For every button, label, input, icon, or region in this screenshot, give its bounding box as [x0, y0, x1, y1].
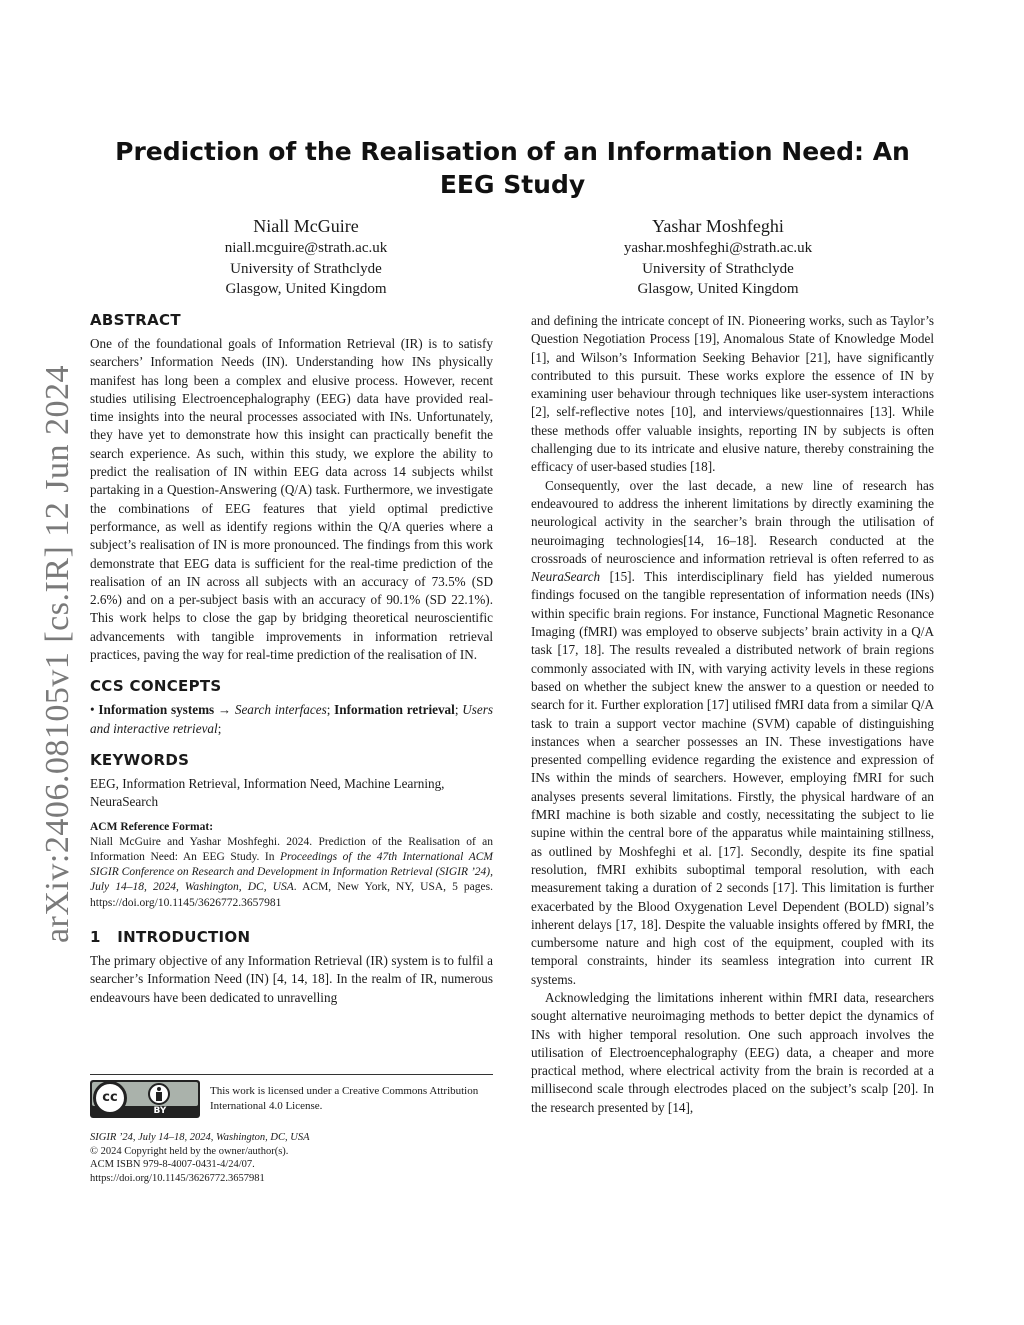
abstract-heading: ABSTRACT [90, 311, 181, 329]
intro-heading: 1 INTRODUCTION [90, 928, 251, 947]
intro-paragraph-1: The primary objective of any Information Retrieval (IR) system is to fulfil a searcher’s Information Need (IN) [4, 14, 18]. In the realm of IR, numerous endeavours have been dedicated to unravelling [90, 953, 493, 1005]
footnote-copyright: © 2024 Copyright held by the owner/author(s). [90, 1145, 289, 1157]
paper-title: Prediction of the Realisation of an Information Need: An EEG Study [115, 137, 910, 199]
cc-icon: cc [93, 1081, 127, 1115]
license-text: This work is licensed under a Creative Commons Attribution International 4.0 License. [210, 1085, 479, 1112]
ccs-concepts: • Information systems → Search interfaces; Information retrieval; Users and interactive retrieval; [90, 702, 493, 736]
footnote-doi[interactable]: https://doi.org/10.1145/3626772.3657981 [90, 1172, 265, 1184]
author-name: Yashar Moshfeghi [652, 216, 784, 236]
cc-by-license-icon[interactable] [90, 1080, 200, 1118]
author-location: Glasgow, United Kingdom [225, 281, 387, 297]
author-block-2 [508, 216, 928, 300]
acm-format-text: Niall McGuire and Yashar Moshfeghi. 2024. Prediction of the Realisation of an Information Need: An EEG Study. In Proceedings of the 47th International ACM SIGIR Conference on Research and Development in Information Retrieval (SIGIR ’24), July 14–18, 2024, Washington, DC, USA. ACM, New York, NY, USA, 5 pages. https://doi.org/10.1145/3626772.3657981 [90, 835, 493, 909]
ccs-concept-1-sub: Search interfaces [234, 702, 327, 718]
license-divider [90, 1074, 493, 1075]
ccs-heading: CCS CONCEPTS [90, 677, 222, 696]
left-column [90, 310, 493, 1007]
ccs-concept-1: Information systems [98, 702, 215, 718]
intro-paragraph-1-continued: and defining the intricate concept of IN. Pioneering works, such as Taylor’s Question Negotiation Process [19], Anomalous State of Knowledge Model [1], and Wilson’s Information Seeking Behavior [21], have significantly contributed to this pursuit. These works explore the essence of IN by examining user behaviour through techniques like user-system interactions [2], self-reflective notes [10], and interviews/questionnaires [13]. While these methods offer valuable insights, reporting IN by subjects is often challenging due to its intricate and elusive nature, thereby constraining the efficacy of user-based studies [18]. [531, 313, 934, 475]
intro-paragraph-2: Consequently, over the last decade, a new line of research has endeavoured to address the inherent limitations by directly examining the neurological activity in the searcher’s brain through the utilisation of neuroimaging technologies[14, 16–18]. Research conducted at the crossroads of neuroscience and information retrieval is often referred to as NeuraSearch [15]. This interdisciplinary field has yielded numerous findings focused on the tangible representation of information needs (INs) within specific brain regions. For instance, Functional Magnetic Resonance Imaging (fMRI) was employed to observe subjects’ brain activity in a Q/A task [17, 18]. The results revealed a distributed network of brain regions commonly associated with IN, with varying activity levels in these regions based on whether the subject knew the answer to a question or needed to search for it. Further exploration [17] utilised fMRI data from a similar Q/A task to train a support vector machine (SVM) capable of distinguishing instances when a searcher possesses an IN. These investigations have presented compelling evidence regarding the existence and expression of INs within the minds of searchers. However, employing fMRI for such analyses presents several limitations. Firstly, the physical hardware of an fMRI machine is both sizable and costly, necessitating the subject to lie supine within the central bore of the apparatus while maintaining stillness, as outlined by Moshfeghi et al. [17]. Secondly, despite its fine spatial resolution, fMRI exhibits suboptimal temporal resolution, with each measurement taking a duration of 2 seconds [17]. This limitation is further exacerbated by the Blood Oxygenation Level Dependent (BOLD) signal’s inherent delays [17, 18]. Despite the valuable insights offered by fMRI, the cumbersome nature and high cost of the equipment, coupled with its temporal constraints, hinder its seamless integration into current IR systems. [531, 477, 934, 987]
arxiv-stamp-text: arXiv:2406.08105v1 [cs.IR] 12 Jun 2024 [39, 364, 76, 944]
author-name: Niall McGuire [253, 216, 359, 236]
footnote-isbn: ACM ISBN 979-8-4007-0431-4/24/07. [90, 1159, 255, 1171]
by-label: BY [153, 1106, 167, 1116]
keywords-heading: KEYWORDS [90, 750, 190, 769]
abstract-text: One of the foundational goals of Information Retrieval (IR) is to satisfy searchers’ Information Needs (IN). Understanding how INs physically manifest has long been a complex and elusive process. However, recent studies utilising Electroencephalography (EEG) data have provided real-time insights into the neural processes associated with INs. Unfortunately, they have yet to demonstrate how this insight can practically benefit the search experience. As such, within this study, we explore the ability to predict the realisation of IN within EEG data across 14 subjects whilst partaking in a Question-Answering (Q/A) task. Furthermore, we investigate the combinations of EEG features that yield optimal predictive performance, as well as identify regions within the Q/A queries where a subject’s realisation of IN is more pronounced. The findings from this work demonstrate that EEG data is sufficient for the real-time prediction of the realisation of an IN across all subjects with an accuracy of 73.5% (SD 2.6%) and on a per-subject basis with an accuracy of 90.1% (SD 22.1%). This work helps to close the gap by bridging theoretical neuroscientific advancements with tangible improvements in information retrieval practices, paving the way for real-time prediction of the realisation of IN. [90, 336, 493, 663]
author-affiliation: University of Strathclyde [642, 260, 794, 277]
ccs-concept-2-sub: Users and interactive retrieval [90, 702, 493, 736]
author-block-1 [96, 216, 516, 300]
author-email[interactable]: niall.mcguire@strath.ac.uk [224, 240, 388, 256]
author-email[interactable]: yashar.moshfeghi@strath.ac.uk [623, 240, 813, 256]
footnote [90, 1131, 493, 1185]
right-column [531, 312, 934, 1117]
footnote-conference: SIGIR ’24, July 14–18, 2024, Washington, DC, USA [90, 1132, 310, 1143]
person-icon [148, 1083, 170, 1105]
keywords-text: EEG, Information Retrieval, Information Need, Machine Learning, NeuraSearch [90, 775, 445, 810]
ccs-concept-2: Information retrieval [334, 702, 455, 718]
acm-format-heading: ACM Reference Format: [90, 820, 214, 833]
intro-paragraph-3: Acknowledging the limitations inherent within fMRI data, researchers sought alternative neuroimaging methods to better depict the dynamics of INs with higher temporal resolution. One such approach involves the utilisation of Electroencephalography (EEG) data, a cheaper and more practical method, where electrical activity from the brain is recorded at a millisecond scale through electrodes placed on the subject’s scalp [20]. In the research presented by [14], [531, 989, 934, 1115]
author-location: Glasgow, United Kingdom [637, 281, 799, 297]
author-affiliation: University of Strathclyde [230, 260, 382, 277]
